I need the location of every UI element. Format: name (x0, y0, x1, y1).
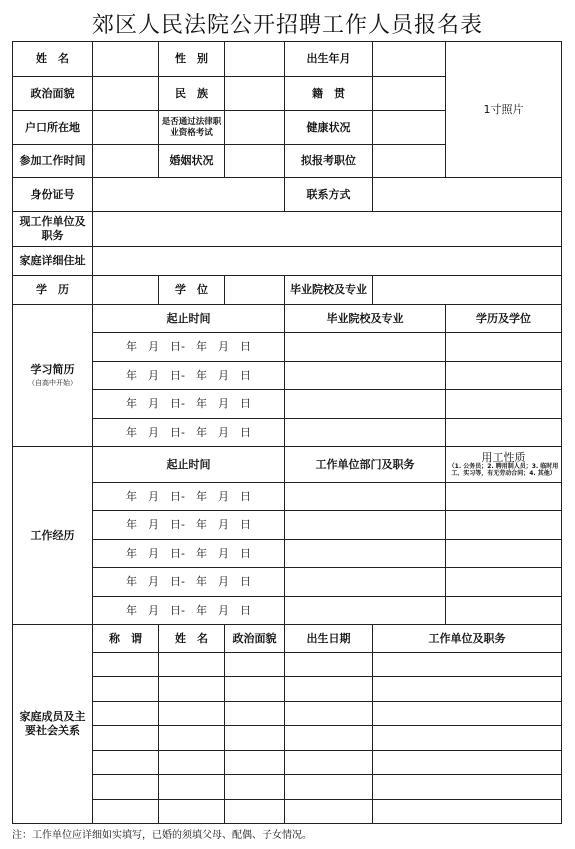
family-row-2-political[interactable] (225, 677, 285, 702)
position-field[interactable] (373, 145, 446, 178)
employer-field[interactable] (93, 212, 562, 247)
hukou-label: 户口所在地 (13, 111, 93, 145)
family-row-7-relation[interactable] (93, 800, 159, 824)
family-header-birth: 出生日期 (285, 625, 373, 653)
work-nature-note: （1. 公务员；2. 聘用制人员；3. 临时用工、实习等，有无劳动合同；4. 其他） (448, 463, 559, 478)
study-header-period: 起止时间 (93, 305, 285, 333)
study-section-label (13, 305, 93, 447)
native-place-label: 籍 贯 (285, 77, 373, 111)
family-row-7-name[interactable] (159, 800, 225, 824)
work-header-nature (446, 447, 562, 483)
name-field[interactable] (93, 42, 159, 77)
family-row-3-birth[interactable] (285, 702, 373, 726)
work-row-5-nature[interactable] (446, 597, 562, 625)
work-start-field[interactable] (93, 145, 159, 178)
degree-label: 学 位 (159, 276, 225, 305)
work-row-2-unit[interactable] (285, 511, 446, 540)
work-row-4-unit[interactable] (285, 568, 446, 597)
gender-label: 性 别 (159, 42, 225, 77)
political-field[interactable] (93, 77, 159, 111)
birth-field[interactable] (373, 42, 446, 77)
law-exam-field[interactable] (225, 111, 285, 145)
study-header-school: 毕业院校及专业 (285, 305, 446, 333)
study-row-3-period[interactable]: 年 月 日- 年 月 日 (93, 390, 285, 419)
work-header-period: 起止时间 (93, 447, 285, 483)
study-row-1-degree[interactable] (446, 333, 562, 362)
study-label-sub: （自高中开始） (28, 379, 77, 387)
gender-field[interactable] (225, 42, 285, 77)
family-header-unit: 工作单位及职务 (373, 625, 562, 653)
family-row-7-unit[interactable] (373, 800, 562, 824)
id-card-label: 身份证号 (13, 178, 93, 212)
degree-field[interactable] (225, 276, 285, 305)
family-row-5-unit[interactable] (373, 751, 562, 775)
family-row-1-political[interactable] (225, 653, 285, 677)
study-row-4-school[interactable] (285, 419, 446, 447)
work-header-unit: 工作单位部门及职务 (285, 447, 446, 483)
health-label: 健康状况 (285, 111, 373, 145)
work-start-label: 参加工作时间 (13, 145, 93, 178)
study-row-4-period[interactable]: 年 月 日- 年 月 日 (93, 419, 285, 447)
work-row-2-period[interactable]: 年 月 日- 年 月 日 (93, 511, 285, 540)
employer-label: 现工作单位及职务 (13, 212, 93, 247)
family-row-4-political[interactable] (225, 726, 285, 751)
family-row-1-birth[interactable] (285, 653, 373, 677)
study-row-2-school[interactable] (285, 362, 446, 390)
family-row-5-relation[interactable] (93, 751, 159, 775)
family-row-5-political[interactable] (225, 751, 285, 775)
family-section-label: 家庭成员及主要社会关系 (13, 625, 93, 824)
family-row-2-name[interactable] (159, 677, 225, 702)
work-row-3-nature[interactable] (446, 540, 562, 568)
family-row-4-name[interactable] (159, 726, 225, 751)
birth-label: 出生年月 (285, 42, 373, 77)
study-row-1-school[interactable] (285, 333, 446, 362)
work-row-4-period[interactable]: 年 月 日- 年 月 日 (93, 568, 285, 597)
family-row-4-birth[interactable] (285, 726, 373, 751)
family-row-4-relation[interactable] (93, 726, 159, 751)
position-label: 拟报考职位 (285, 145, 373, 178)
family-row-3-political[interactable] (225, 702, 285, 726)
address-label: 家庭详细住址 (13, 247, 93, 276)
law-exam-label (159, 111, 225, 145)
family-row-5-birth[interactable] (285, 751, 373, 775)
family-row-2-birth[interactable] (285, 677, 373, 702)
school-major-field[interactable] (373, 276, 562, 305)
ethnicity-label: 民 族 (159, 77, 225, 111)
education-field[interactable] (93, 276, 159, 305)
name-label: 姓 名 (13, 42, 93, 77)
law-exam-text: 是否通过法律职业资格考试 (161, 117, 222, 138)
work-row-1-unit[interactable] (285, 483, 446, 511)
work-row-1-nature[interactable] (446, 483, 562, 511)
study-row-2-period[interactable]: 年 月 日- 年 月 日 (93, 362, 285, 390)
footnote: 注：工作单位应详细如实填写，已婚的须填父母、配偶、子女情况。 (12, 830, 312, 841)
study-row-4-degree[interactable] (446, 419, 562, 447)
family-row-2-relation[interactable] (93, 677, 159, 702)
work-row-2-nature[interactable] (446, 511, 562, 540)
family-row-1-relation[interactable] (93, 653, 159, 677)
photo-label: 1寸照片 (483, 102, 524, 116)
contact-label: 联系方式 (285, 178, 373, 212)
photo-box[interactable] (446, 42, 562, 178)
registration-form-table (12, 41, 562, 824)
study-row-3-degree[interactable] (446, 390, 562, 419)
study-label-text: 学习简历 (30, 363, 75, 377)
id-card-field[interactable] (93, 178, 285, 212)
family-row-1-name[interactable] (159, 653, 225, 677)
work-row-5-unit[interactable] (285, 597, 446, 625)
study-header-degree: 学历及学位 (446, 305, 562, 333)
family-header-name: 姓 名 (159, 625, 225, 653)
school-major-label: 毕业院校及专业 (285, 276, 373, 305)
work-row-1-period[interactable]: 年 月 日- 年 月 日 (93, 483, 285, 511)
contact-field[interactable] (373, 178, 562, 212)
study-row-2-degree[interactable] (446, 362, 562, 390)
work-row-3-period[interactable]: 年 月 日- 年 月 日 (93, 540, 285, 568)
family-row-5-name[interactable] (159, 751, 225, 775)
family-row-7-birth[interactable] (285, 800, 373, 824)
family-header-relation: 称 谓 (93, 625, 159, 653)
family-row-1-unit[interactable] (373, 653, 562, 677)
political-label: 政治面貌 (13, 77, 93, 111)
family-row-6-political[interactable] (225, 775, 285, 800)
work-section-label: 工作经历 (13, 447, 93, 625)
family-row-6-birth[interactable] (285, 775, 373, 800)
work-row-3-unit[interactable] (285, 540, 446, 568)
marital-label: 婚姻状况 (159, 145, 225, 178)
family-row-3-name[interactable] (159, 702, 225, 726)
work-header-nature-title: 用工性质 (481, 450, 526, 464)
work-row-5-period[interactable]: 年 月 日- 年 月 日 (93, 597, 285, 625)
family-header-political: 政治面貌 (225, 625, 285, 653)
family-row-2-unit[interactable] (373, 677, 562, 702)
family-row-4-unit[interactable] (373, 726, 562, 751)
marital-field[interactable] (225, 145, 285, 178)
education-label: 学 历 (13, 276, 93, 305)
family-row-7-political[interactable] (225, 800, 285, 824)
native-place-field[interactable] (373, 77, 446, 111)
study-row-3-school[interactable] (285, 390, 446, 419)
health-field[interactable] (373, 111, 446, 145)
family-row-3-unit[interactable] (373, 702, 562, 726)
hukou-field[interactable] (93, 111, 159, 145)
family-row-3-relation[interactable] (93, 702, 159, 726)
work-row-4-nature[interactable] (446, 568, 562, 597)
form-title: 郊区人民法院公开招聘工作人员报名表 (91, 13, 483, 38)
family-row-6-relation[interactable] (93, 775, 159, 800)
address-field[interactable] (93, 247, 562, 276)
family-row-6-unit[interactable] (373, 775, 562, 800)
study-row-1-period[interactable]: 年 月 日- 年 月 日 (93, 333, 285, 362)
family-row-6-name[interactable] (159, 775, 225, 800)
ethnicity-field[interactable] (225, 77, 285, 111)
